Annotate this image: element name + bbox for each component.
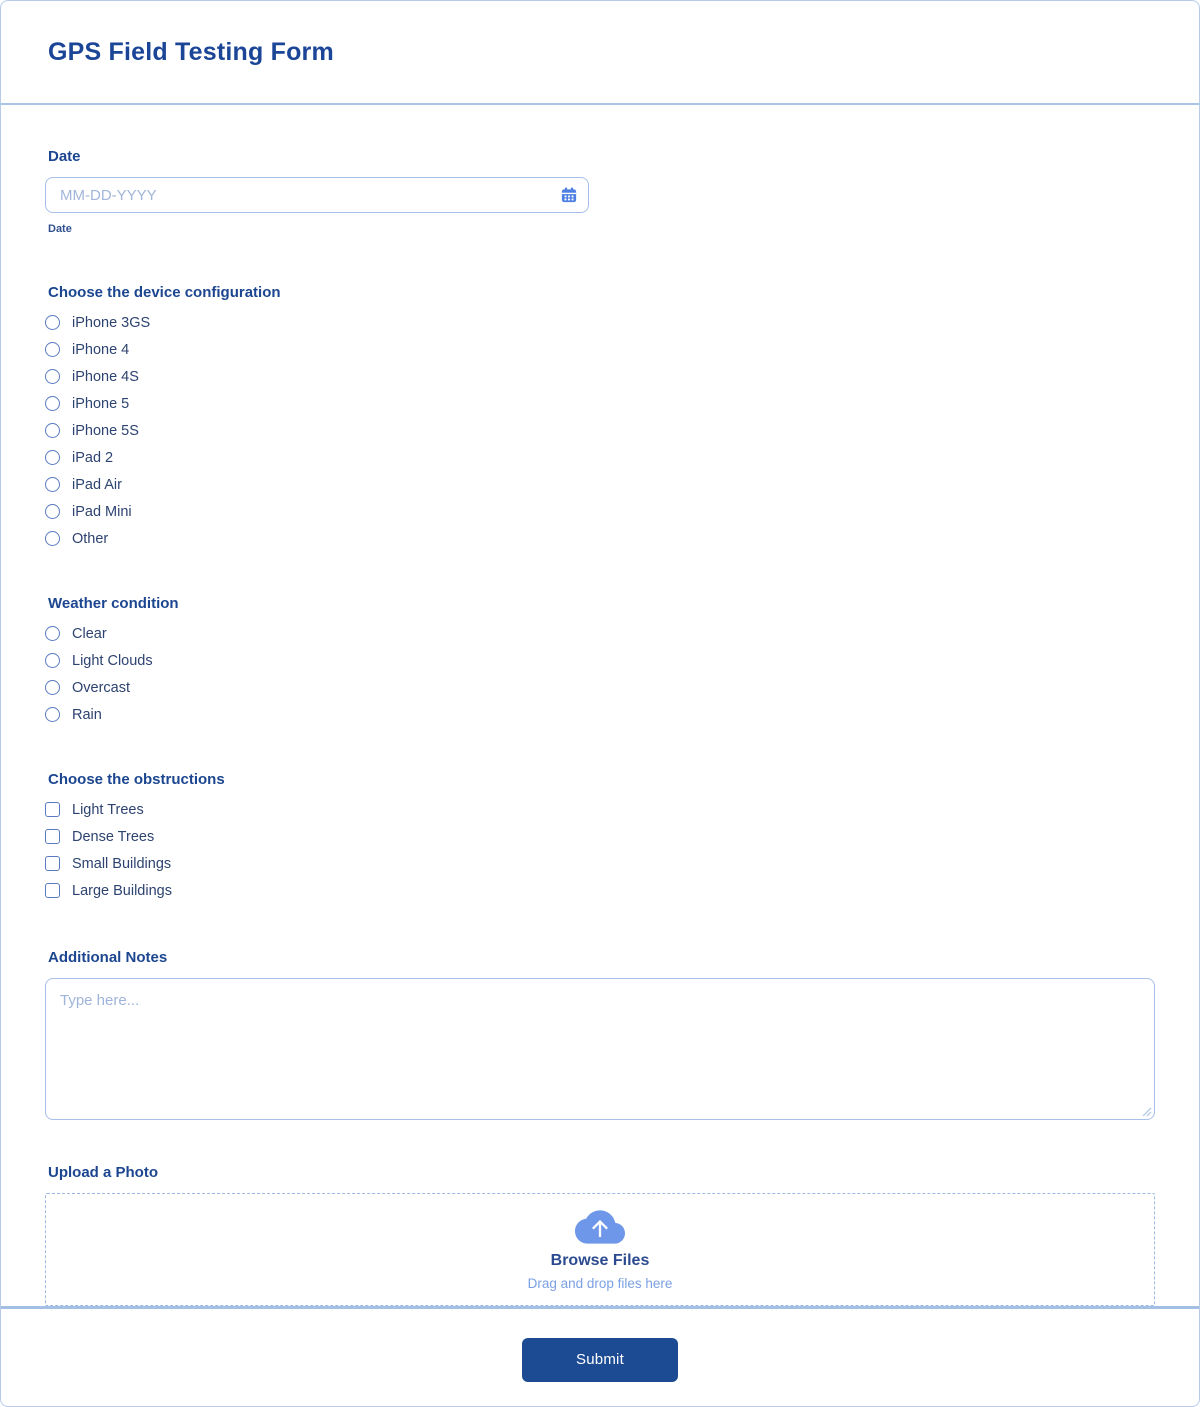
- option-label: iPad 2: [72, 449, 114, 466]
- device-configuration-group: [45, 284, 1155, 546]
- upload-photo-label: Upload a Photo: [48, 1164, 158, 1181]
- additional-notes-group: [45, 949, 1155, 1120]
- upload-photo-group: [45, 1164, 1155, 1306]
- option-label: Large Buildings: [72, 882, 172, 899]
- radio-button[interactable]: [45, 369, 60, 384]
- option-label: iPhone 4: [72, 341, 130, 358]
- option-label: Rain: [72, 706, 102, 723]
- option-label: Small Buildings: [72, 855, 172, 872]
- checkbox-option-small-buildings[interactable]: [45, 856, 1155, 871]
- option-label: Overcast: [72, 679, 131, 696]
- date-input-wrapper: [45, 177, 589, 213]
- obstructions-label: Choose the obstructions: [48, 771, 225, 788]
- form-footer: [1, 1306, 1199, 1407]
- checkbox-option-dense-trees[interactable]: [45, 829, 1155, 844]
- option-label: Light Clouds: [72, 652, 153, 669]
- radio-option-iphone-4[interactable]: [45, 342, 1155, 357]
- weather-condition-options: [45, 626, 1155, 722]
- radio-button[interactable]: [45, 315, 60, 330]
- radio-option-ipad-air[interactable]: [45, 477, 1155, 492]
- obstructions-group: [45, 771, 1155, 898]
- radio-option-ipad-mini[interactable]: [45, 504, 1155, 519]
- checkbox-option-light-trees[interactable]: [45, 802, 1155, 817]
- option-label: Other: [72, 530, 109, 547]
- radio-button[interactable]: [45, 531, 60, 546]
- device-configuration-label: Choose the device configuration: [48, 284, 281, 301]
- cloud-upload-icon: [575, 1209, 625, 1245]
- option-label: iPhone 5: [72, 395, 130, 412]
- radio-button[interactable]: [45, 504, 60, 519]
- radio-option-light-clouds[interactable]: [45, 653, 1155, 668]
- device-configuration-options: [45, 315, 1155, 546]
- calendar-icon[interactable]: [560, 186, 578, 204]
- date-field-group: [45, 148, 1155, 235]
- radio-option-overcast[interactable]: [45, 680, 1155, 695]
- checkbox[interactable]: [45, 829, 60, 844]
- radio-button[interactable]: [45, 396, 60, 411]
- checkbox[interactable]: [45, 883, 60, 898]
- date-label: Date: [48, 148, 81, 165]
- radio-option-iphone-5s[interactable]: [45, 423, 1155, 438]
- upload-dropzone[interactable]: [45, 1193, 1155, 1306]
- radio-option-other[interactable]: [45, 531, 1155, 546]
- option-label: Light Trees: [72, 801, 144, 818]
- checkbox[interactable]: [45, 856, 60, 871]
- radio-button[interactable]: [45, 680, 60, 695]
- option-label: iPhone 5S: [72, 422, 139, 439]
- radio-option-iphone-4s[interactable]: [45, 369, 1155, 384]
- option-label: iPhone 3GS: [72, 314, 151, 331]
- checkbox-option-large-buildings[interactable]: [45, 883, 1155, 898]
- notes-textarea-wrapper: [45, 978, 1155, 1120]
- form-header: [1, 1, 1199, 105]
- radio-option-iphone-3gs[interactable]: [45, 315, 1155, 330]
- checkbox[interactable]: [45, 802, 60, 817]
- radio-button[interactable]: [45, 450, 60, 465]
- radio-option-clear[interactable]: [45, 626, 1155, 641]
- resize-handle-icon[interactable]: [1140, 1104, 1152, 1116]
- option-label: iPad Air: [72, 476, 122, 493]
- notes-textarea[interactable]: [45, 978, 1155, 1120]
- option-label: Clear: [72, 625, 107, 642]
- radio-button[interactable]: [45, 707, 60, 722]
- weather-condition-group: [45, 595, 1155, 722]
- radio-option-ipad-2[interactable]: [45, 450, 1155, 465]
- radio-button[interactable]: [45, 423, 60, 438]
- radio-button[interactable]: [45, 342, 60, 357]
- date-input[interactable]: [45, 177, 589, 213]
- radio-option-iphone-5[interactable]: [45, 396, 1155, 411]
- form-body: [1, 105, 1199, 1306]
- radio-option-rain[interactable]: [45, 707, 1155, 722]
- drag-drop-hint: Drag and drop files here: [527, 1275, 673, 1291]
- additional-notes-label: Additional Notes: [48, 949, 168, 966]
- radio-button[interactable]: [45, 626, 60, 641]
- obstructions-options: [45, 802, 1155, 898]
- date-helper-text: Date: [48, 223, 72, 235]
- option-label: iPhone 4S: [72, 368, 139, 385]
- submit-button[interactable]: Submit: [522, 1338, 678, 1382]
- browse-files-button[interactable]: Browse Files: [550, 1251, 650, 1269]
- page-title: GPS Field Testing Form: [48, 37, 334, 66]
- option-label: Dense Trees: [72, 828, 155, 845]
- radio-button[interactable]: [45, 653, 60, 668]
- radio-button[interactable]: [45, 477, 60, 492]
- option-label: iPad Mini: [72, 503, 132, 520]
- weather-condition-label: Weather condition: [48, 595, 179, 612]
